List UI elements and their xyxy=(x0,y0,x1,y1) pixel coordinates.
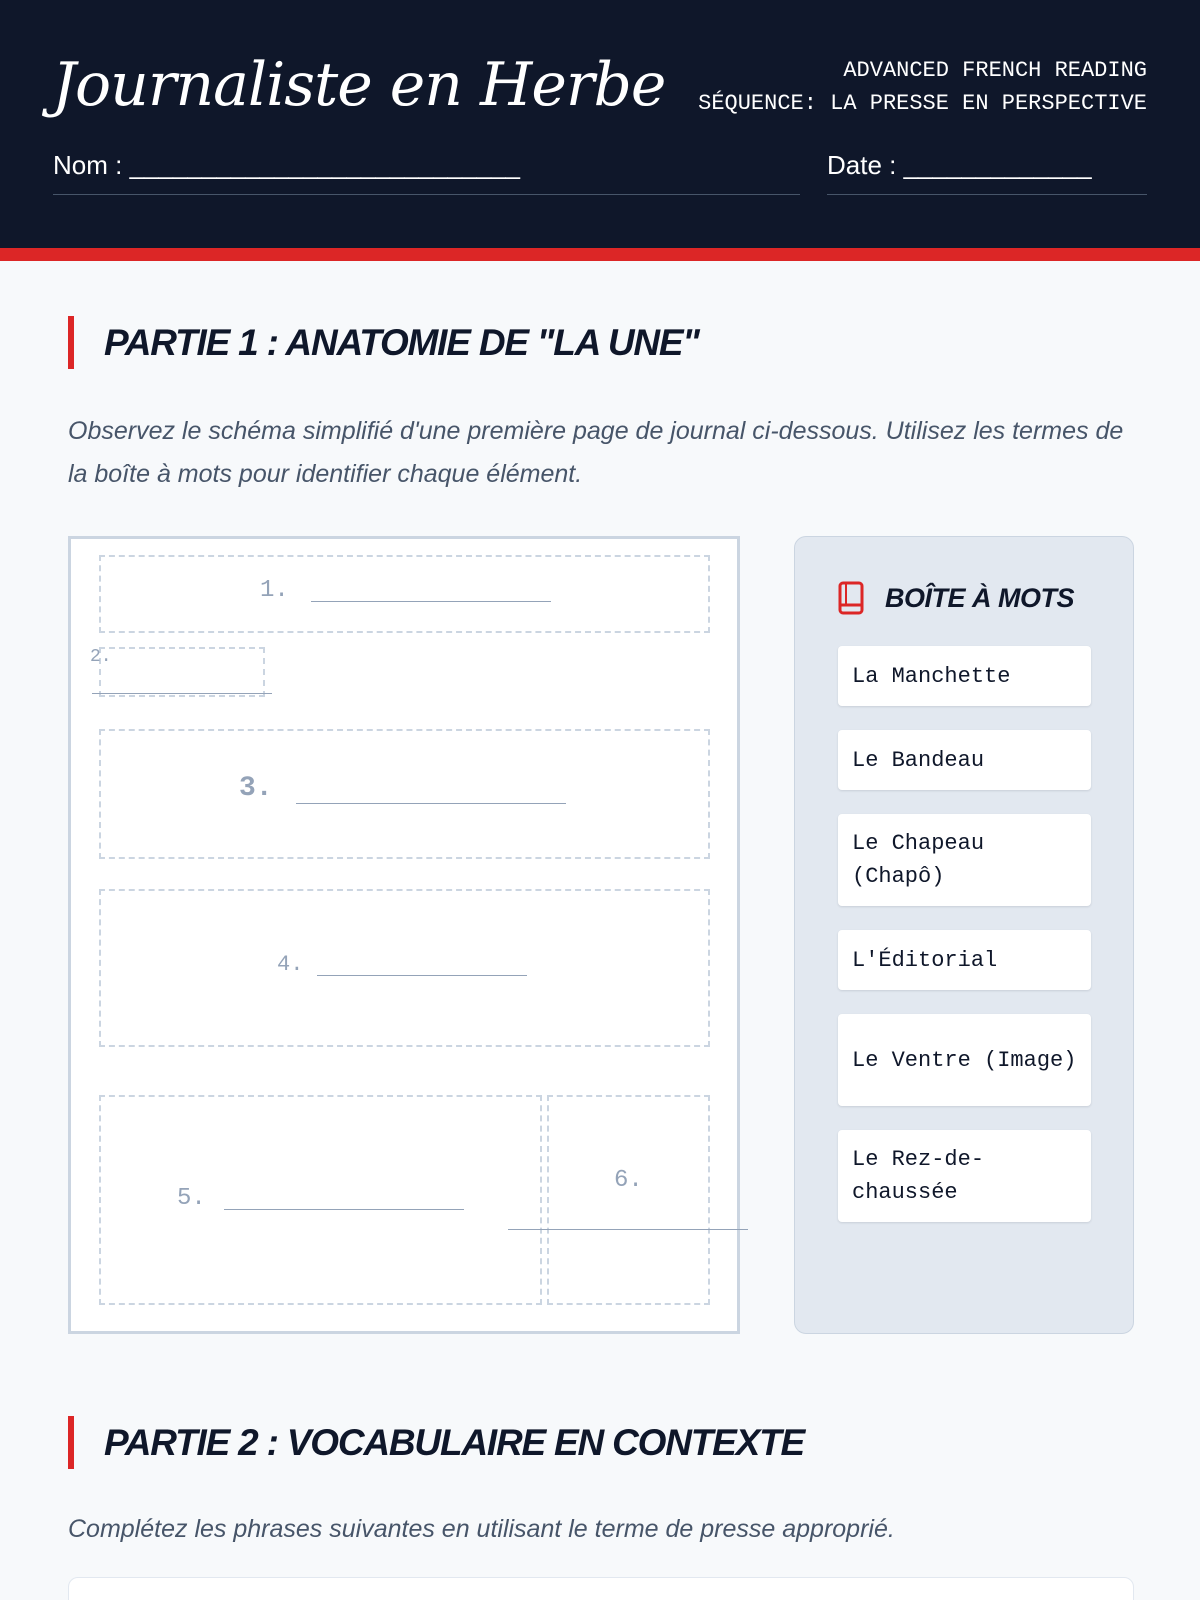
word-box xyxy=(794,536,1134,1334)
word-card[interactable]: Le Chapeau (Chapô) xyxy=(838,814,1091,906)
diagram-zone-4 xyxy=(99,889,710,1047)
worksheet-title: Journaliste en Herbe xyxy=(52,50,666,120)
course-info xyxy=(698,54,1147,120)
part2-title: PARTIE 2 : VOCABULAIRE EN CONTEXTE xyxy=(68,1416,804,1469)
word-box-title: BOÎTE À MOTS xyxy=(885,582,1074,613)
diagram-label-2: 2. xyxy=(90,647,112,667)
worksheet-header xyxy=(0,0,1200,248)
diagram-zone-3 xyxy=(99,729,710,859)
diagram-zone-6 xyxy=(547,1095,710,1305)
answer-line-5[interactable] xyxy=(224,1209,464,1210)
date-field[interactable]: Date : _____________ xyxy=(827,150,1147,195)
diagram-zone-5 xyxy=(99,1095,542,1305)
course-name: ADVANCED FRENCH READING xyxy=(843,58,1147,83)
part1-title: PARTIE 1 : ANATOMIE DE "LA UNE" xyxy=(68,316,699,369)
diagram-label-4: 4. xyxy=(277,952,304,977)
answer-line-1[interactable] xyxy=(311,601,551,602)
sequence-name: SÉQUENCE: LA PRESSE EN PERSPECTIVE xyxy=(698,91,1147,116)
word-card[interactable]: Le Rez-de-chaussée xyxy=(838,1130,1091,1222)
word-card[interactable]: L'Éditorial xyxy=(838,930,1091,990)
word-card[interactable]: La Manchette xyxy=(838,646,1091,706)
diagram-zone-2 xyxy=(99,647,265,697)
part1-instructions: Observez le schéma simplifié d'une première page de journal ci-dessous. Utilisez les termes de la boîte à mots pour identifier chaque élément. xyxy=(68,417,1124,488)
word-card[interactable]: Le Ventre (Image) xyxy=(838,1014,1091,1106)
part2-instructions: Complétez les phrases suivantes en utilisant le terme de presse approprié. xyxy=(68,1515,895,1543)
name-field[interactable]: Nom : ___________________________ xyxy=(53,150,800,195)
book-icon xyxy=(837,581,865,615)
answer-line-3[interactable] xyxy=(296,803,566,804)
diagram-zone-1 xyxy=(99,555,710,633)
diagram-label-5: 5. xyxy=(177,1185,206,1212)
newspaper-diagram xyxy=(68,536,740,1334)
diagram-label-1: 1. xyxy=(260,577,289,604)
word-box-header xyxy=(837,581,1074,615)
answer-line-4[interactable] xyxy=(317,975,527,976)
answer-line-6[interactable] xyxy=(508,1229,748,1230)
part2-exercise-card xyxy=(68,1577,1134,1600)
header-accent-bar xyxy=(0,248,1200,261)
diagram-label-6: 6. xyxy=(614,1167,643,1194)
diagram-label-3: 3. xyxy=(239,773,273,804)
word-card[interactable]: Le Bandeau xyxy=(838,730,1091,790)
answer-line-2[interactable] xyxy=(92,693,272,694)
